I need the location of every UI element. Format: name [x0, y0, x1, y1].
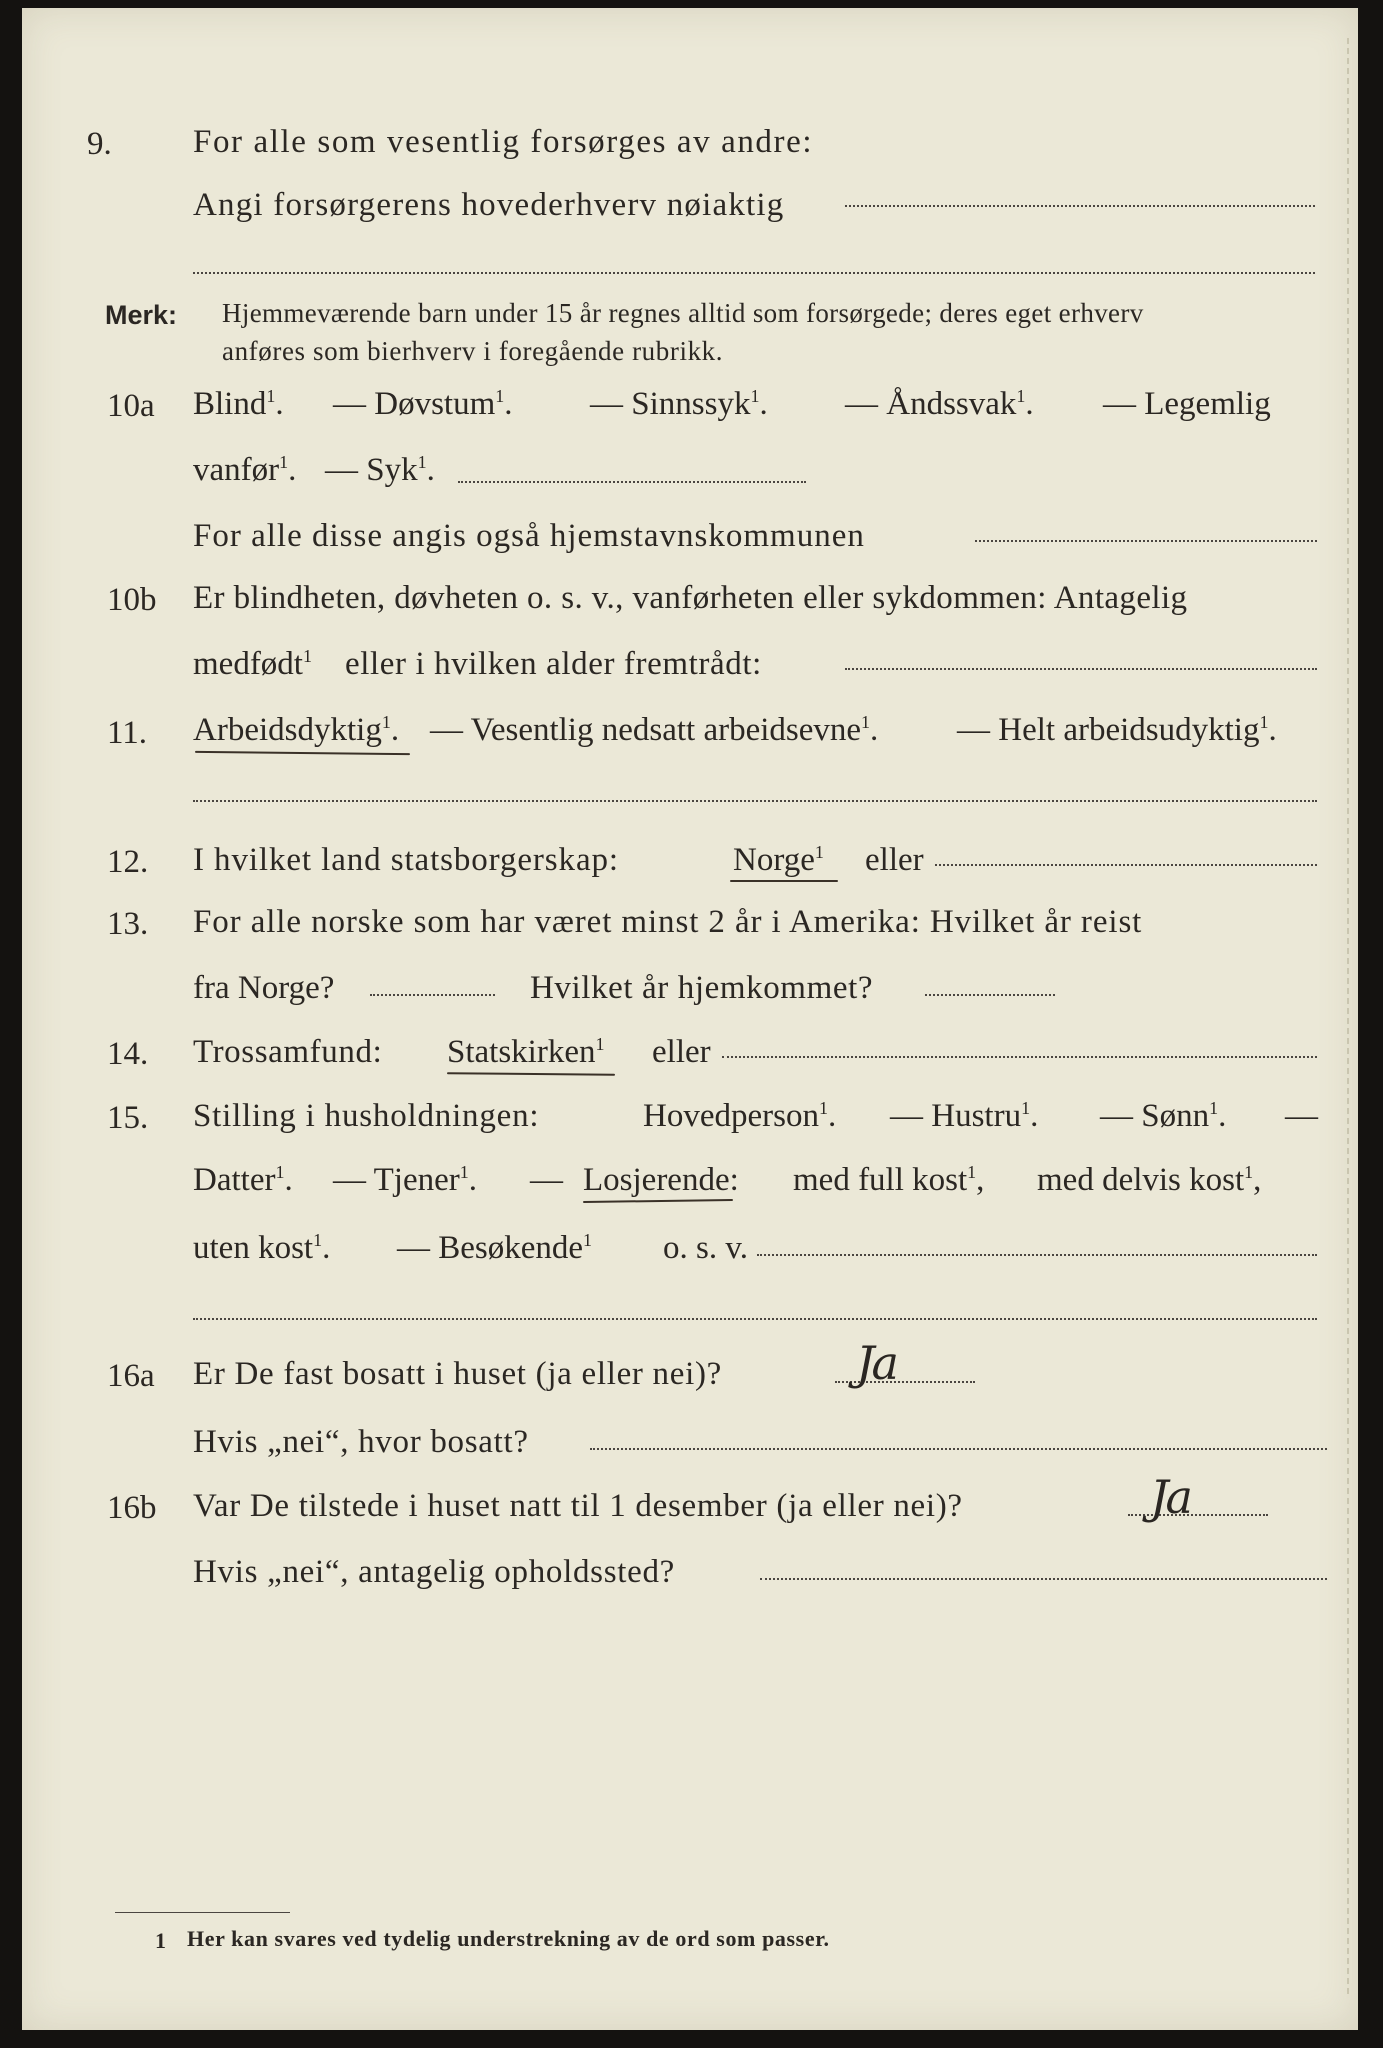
- q12-text: I hvilket land statsborgerskap:: [193, 842, 619, 878]
- q11-arbeidsdyktig: Arbeidsdyktig$^1$.: [193, 712, 400, 748]
- q9-answer-field[interactable]: [845, 205, 1315, 207]
- q15-tjener: — Tjener$^1$.: [333, 1162, 478, 1198]
- q12-eller: eller: [865, 842, 924, 878]
- q10b-medfodt: medfødt$^1$: [193, 646, 312, 682]
- page-edge-mark: [1347, 38, 1349, 1998]
- q10a-vanfor: vanfør$^1$.: [193, 452, 297, 488]
- q15-hovedperson: Hovedperson$^1$.: [643, 1098, 837, 1134]
- q9-answer-field-2[interactable]: [193, 272, 1315, 274]
- q15-field[interactable]: [757, 1254, 1317, 1256]
- q15-osv: o. s. v.: [663, 1230, 748, 1266]
- footnote-mark: 1: [155, 1928, 166, 1953]
- q13-fra-norge: fra Norge?: [193, 970, 335, 1006]
- q12-field[interactable]: [935, 864, 1317, 866]
- q15-uten-kost: uten kost$^1$.: [193, 1230, 331, 1266]
- q10b-line1: Er blindheten, døvheten o. s. v., vanførheten eller sykdommen: Antagelig: [193, 580, 1188, 616]
- q15-line1a: Stilling i husholdningen:: [193, 1098, 540, 1134]
- q14-text: Trossamfund:: [193, 1034, 383, 1070]
- q16b-answer-field[interactable]: [1128, 1514, 1268, 1516]
- q16b-number: 16b: [107, 1490, 157, 1526]
- q10a-line3: For alle disse angis også hjemstavnskommunen: [193, 518, 865, 554]
- q15-dash: —: [1285, 1098, 1318, 1134]
- q16b-line1: Var De tilstede i huset natt til 1 desember (ja eller nei)?: [193, 1488, 963, 1524]
- q14-statskirken: Statskirken$^1$: [447, 1034, 605, 1070]
- q10b-line2-rest: eller i hvilken alder fremtrådt:: [345, 646, 762, 682]
- q10a-dovstum: — Døvstum$^1$.: [333, 386, 513, 422]
- footnote-rule: [115, 1912, 290, 1913]
- q10b-field[interactable]: [845, 668, 1317, 670]
- q15-besokende: — Besøkende$^1$: [397, 1230, 593, 1266]
- q11-nedsatt: — Vesentlig nedsatt arbeidsevne$^1$.: [430, 712, 879, 748]
- merk-line1: Hjemmeværende barn under 15 år regnes alltid som forsørgede; deres eget erhverv: [222, 298, 1144, 328]
- q15-dash2: —: [530, 1162, 563, 1198]
- q12-underline-mark: [730, 880, 838, 882]
- q16a-bosatt-field[interactable]: [590, 1448, 1327, 1450]
- q13-fra-field[interactable]: [370, 994, 495, 996]
- q15-hustru: — Hustru$^1$.: [890, 1098, 1039, 1134]
- q16a-line2: Hvis „nei“, hvor bosatt?: [193, 1424, 529, 1460]
- q14-number: 14.: [107, 1036, 149, 1072]
- q9-number: 9.: [87, 126, 112, 162]
- q15-datter: Datter$^1$.: [193, 1162, 293, 1198]
- q12-norge: Norge$^1$: [733, 842, 824, 878]
- q14-eller: eller: [652, 1034, 711, 1070]
- q16b-line2: Hvis „nei“, antagelig opholdssted?: [193, 1554, 676, 1590]
- q13-hjemkommet: Hvilket år hjemkommet?: [530, 970, 874, 1006]
- q16a-number: 16a: [107, 1358, 155, 1394]
- q10a-sinnssyk: — Sinnssyk$^1$.: [590, 386, 768, 422]
- q15-losjerende: Losjerende:: [583, 1162, 739, 1198]
- q13-line1: For alle norske som har været minst 2 år i Amerika: Hvilket år reist: [193, 904, 1143, 940]
- q15-number: 15.: [107, 1100, 149, 1136]
- merk-label: Merk:: [105, 300, 178, 330]
- q15-field-2[interactable]: [193, 1318, 1317, 1320]
- q16b-handwritten-answer: Ja: [1150, 1470, 1190, 1524]
- merk-line2: anføres som bierhverv i foregående rubrikk.: [222, 336, 724, 366]
- q14-field[interactable]: [722, 1056, 1317, 1058]
- footnote-text: Her kan svares ved tydelig understrekning av de ord som passer.: [187, 1926, 830, 1951]
- q11-field[interactable]: [193, 800, 1317, 802]
- q9-line1: For alle som vesentlig forsørges av andre:: [193, 124, 814, 160]
- q16a-line1: Er De fast bosatt i huset (ja eller nei)?: [193, 1356, 723, 1392]
- q10a-number: 10a: [107, 388, 155, 424]
- q9-line2: Angi forsørgerens hovederhverv nøiaktig: [193, 187, 785, 223]
- q10a-blind: Blind$^1$.: [193, 386, 284, 422]
- q16b-opholdssted-field[interactable]: [760, 1578, 1327, 1580]
- q16a-handwritten-answer: Ja: [856, 1336, 896, 1390]
- q10a-hjemstavn-field[interactable]: [975, 540, 1317, 542]
- q13-hjem-field[interactable]: [925, 994, 1055, 996]
- q10a-syk: — Syk$^1$.: [325, 452, 435, 488]
- q12-number: 12.: [107, 844, 149, 880]
- q15-sonn: — Sønn$^1$.: [1100, 1098, 1227, 1134]
- q15-full-kost: med full kost$^1$,: [793, 1162, 985, 1198]
- q11-udyktig: — Helt arbeidsudyktig$^1$.: [957, 712, 1277, 748]
- q10a-legemlig: — Legemlig: [1103, 386, 1271, 422]
- q11-number: 11.: [107, 715, 148, 751]
- q10a-andssvak: — Åndssvak$^1$.: [845, 386, 1034, 422]
- q10a-syk-field[interactable]: [458, 481, 806, 483]
- q13-number: 13.: [107, 906, 149, 942]
- q15-delvis-kost: med delvis kost$^1$,: [1037, 1162, 1262, 1198]
- q10b-number: 10b: [107, 582, 157, 618]
